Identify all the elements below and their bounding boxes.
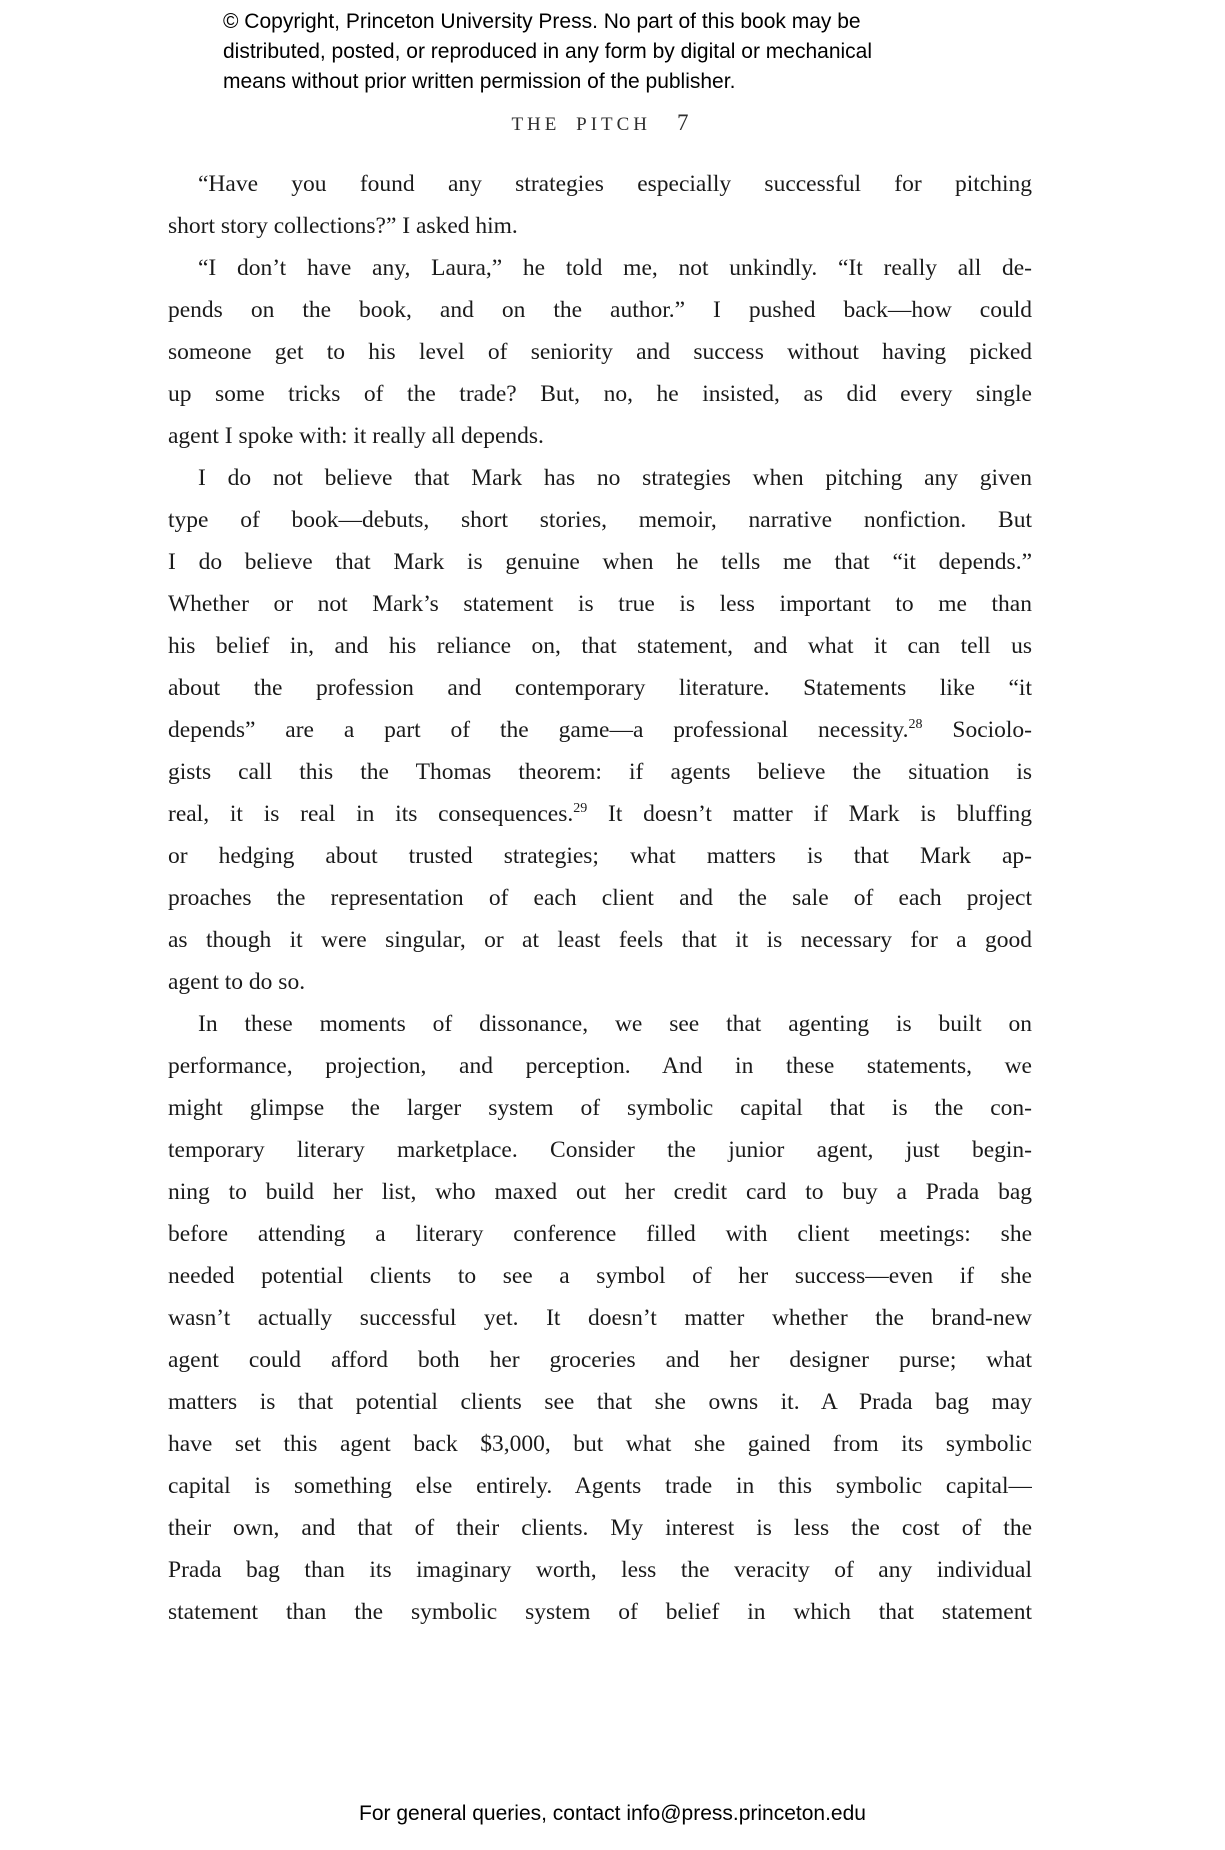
paragraph [168,1003,1032,1633]
text-line: agent to do so. [168,969,306,995]
text-line: short story collections?” I asked him. [168,213,518,239]
text-line: agent could afford both her groceries and her designer purse; what [168,1347,1032,1373]
text-line: I do not believe that Mark has no strategies when pitching any given [198,465,1032,491]
paragraph [168,457,1032,1003]
text-line: Prada bag than its imaginary worth, less the veracity of any individual [168,1557,1032,1583]
text-line: or hedging about trusted strategies; what matters is that Mark ap- [168,843,1032,869]
footer-contact-text: For general queries, contact info@press.princeton.edu [359,1802,866,1825]
text-line: gists call this the Thomas theorem: if agents believe the situation is [168,759,1032,785]
text-line: ning to build her list, who maxed out her credit card to buy a Prada bag [168,1179,1032,1205]
text-line: have set this agent back $3,000, but what she gained from its symbolic [168,1431,1032,1457]
paragraph [168,163,1032,247]
text-line: capital is something else entirely. Agents trade in this symbolic capital— [168,1473,1032,1499]
text-line: agent I spoke with: it really all depends. [168,423,544,449]
text-line: depends” are a part of the game—a professional necessity.$^{28}$ Sociolo- [168,717,1032,743]
footnote-reference: 28 [908,717,923,732]
page-number: 7 [677,110,689,135]
running-head [168,110,1032,136]
paragraph [168,247,1032,457]
text-line: proaches the representation of each client and the sale of each project [168,885,1032,911]
copyright-line: © Copyright, Princeton University Press. No part of this book may be [223,10,861,33]
text-line: “I don’t have any, Laura,” he told me, not unkindly. “It really all de- [198,255,1032,281]
text-line: Whether or not Mark’s statement is true is less important to me than [168,591,1032,617]
text-line: as though it were singular, or at least feels that it is necessary for a good [168,927,1032,953]
text-line: might glimpse the larger system of symbolic capital that is the con- [168,1095,1032,1121]
text-line: matters is that potential clients see that she owns it. A Prada bag may [168,1389,1032,1415]
text-line: before attending a literary conference filled with client meetings: she [168,1221,1032,1247]
copyright-line: distributed, posted, or reproduced in any form by digital or mechanical [223,40,873,63]
text-line: I do believe that Mark is genuine when he tells me that “it depends.” [168,549,1032,575]
text-line: about the profession and contemporary literature. Statements like “it [168,675,1032,701]
text-line: real, it is real in its consequences.$^{29}$ It doesn’t matter if Mark is bluffing [168,801,1032,827]
text-line: his belief in, and his reliance on, that statement, and what it can tell us [168,633,1032,659]
text-line: “Have you found any strategies especially successful for pitching [198,171,1032,197]
text-line: statement than the symbolic system of belief in which that statement [168,1599,1032,1625]
text-line: In these moments of dissonance, we see that agenting is built on [198,1011,1032,1037]
copyright-line: means without prior written permission of the publisher. [223,70,736,93]
text-line: their own, and that of their clients. My interest is less the cost of the [168,1515,1032,1541]
footnote-reference: 29 [573,801,588,816]
page-footer [0,1802,1225,1826]
text-line: needed potential clients to see a symbol of her success—even if she [168,1263,1032,1289]
text-line: temporary literary marketplace. Consider the junior agent, just begin- [168,1137,1032,1163]
text-line: someone get to his level of seniority and success without having picked [168,339,1032,365]
body-text [168,163,1032,1633]
text-line: up some tricks of the trade? But, no, he insisted, as did every single [168,381,1032,407]
copyright-notice [223,7,872,97]
chapter-title: THE PITCH [511,114,652,135]
text-line: wasn’t actually successful yet. It doesn’t matter whether the brand-new [168,1305,1032,1331]
text-line: type of book—debuts, short stories, memoir, narrative nonfiction. But [168,507,1032,533]
text-line: performance, projection, and perception. And in these statements, we [168,1053,1032,1079]
text-line: pends on the book, and on the author.” I pushed back—how could [168,297,1032,323]
